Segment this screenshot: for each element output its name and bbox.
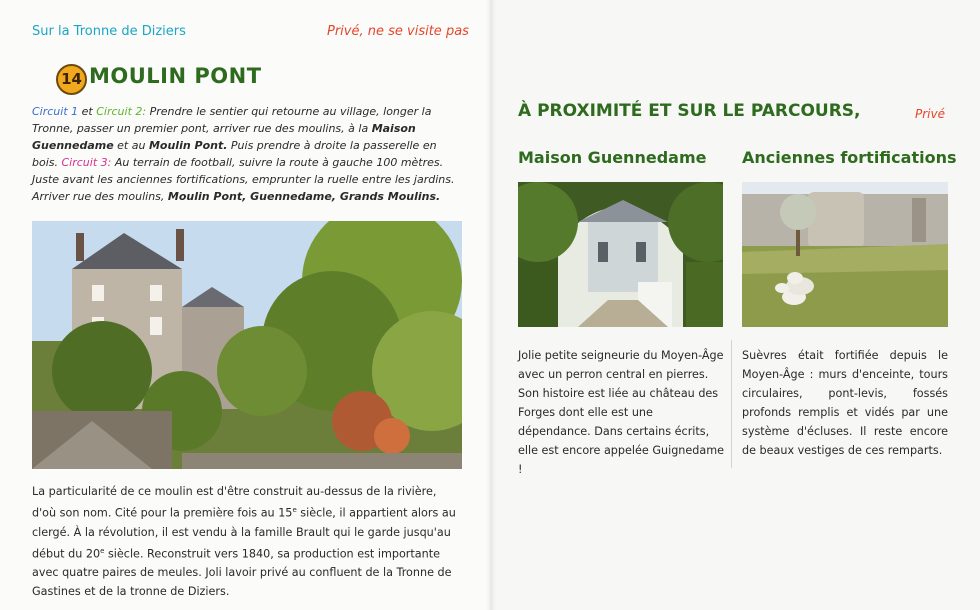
intro-text: Prendre le sentier qui retourne au village, longer la Tronne, passer un premier pont, arriver rue des moulins, à la bbox=[32, 105, 432, 135]
itinerary-paragraph bbox=[32, 103, 464, 205]
section-title: À PROXIMITÉ ET SUR LE PARCOURS, bbox=[518, 101, 861, 121]
intro-text: Puis prendre à droite la passerelle en bois. bbox=[32, 139, 437, 169]
description-text: La particularité de ce moulin est d'être construit au-dessus de la rivière, d'où son nom. Cité pour la première fois au 15 bbox=[32, 485, 437, 520]
maison-guennedame-ref: Maison Guennedame bbox=[32, 122, 416, 152]
fortifications-text: Suèvres était fortifiée depuis le Moyen-Âge : murs d'enceinte, tours circulaires, pont-levis, fossés profonds remplis et vidés par une système d'écluses. Il reste encore de beaux vestiges de ces remparts. bbox=[742, 349, 948, 457]
section-privacy-note: Privé bbox=[915, 107, 945, 121]
superscript: e bbox=[100, 546, 105, 555]
running-head: Sur la Tronne de Diziers bbox=[32, 24, 186, 39]
mill-description bbox=[32, 482, 462, 601]
fortifications-photo bbox=[742, 182, 948, 327]
moulin-pont-ref: Moulin Pont. bbox=[148, 139, 228, 152]
destination-list: Moulin Pont, Guennedame, Grands Moulins. bbox=[167, 190, 441, 203]
intro-text: et au bbox=[113, 139, 149, 152]
fortifications-title: Anciennes fortifications bbox=[742, 148, 957, 167]
maison-guennedame-title: Maison Guennedame bbox=[518, 148, 707, 167]
privacy-note: Privé, ne se visite pas bbox=[327, 24, 469, 39]
superscript: e bbox=[292, 506, 297, 514]
circuit-3-label: Circuit 3: bbox=[61, 156, 112, 169]
mill-photo-illustration bbox=[32, 221, 462, 469]
intro-connector: et bbox=[78, 105, 97, 118]
maison-guennedame-text: Jolie petite seigneurie du Moyen-Âge avec un perron central en pierres. Son histoire est liée au château des Forges dont elle est une dépendance. Dans certains écrits, elle est encore appelée Guignedame ! bbox=[518, 349, 725, 476]
fortifications-illustration bbox=[742, 182, 948, 327]
circuit-1-label: Circuit 1 bbox=[32, 105, 79, 118]
site-number-badge: 14 bbox=[56, 64, 87, 95]
page-fold bbox=[486, 0, 496, 610]
moulin-pont-photo bbox=[32, 221, 462, 469]
description-text: siècle. Reconstruit vers 1840, sa production est importante avec quatre paires de meules. Joli lavoir privé au confluent de la Tronne de Gastines et de la tronne de Diziers. bbox=[32, 547, 452, 599]
page-title: MOULIN PONT bbox=[89, 64, 262, 88]
description-text: siècle, il appartient alors au clergé. À la révolution, il est vendu à la famille Brault qui le garde jusqu'au début du 20 bbox=[32, 506, 456, 561]
circuit-2-label: Circuit 2: bbox=[96, 105, 147, 118]
intro-text: Au terrain de football, suivre la route à gauche 100 mètres. Juste avant les anciennes fortifications, emprunter la ruelle entre les jardins. Arriver rue des moulins, bbox=[32, 156, 455, 203]
show-through-text bbox=[380, 60, 389, 85]
column-divider bbox=[731, 340, 732, 468]
archway-illustration bbox=[518, 182, 723, 327]
maison-guennedame-photo bbox=[518, 182, 723, 327]
